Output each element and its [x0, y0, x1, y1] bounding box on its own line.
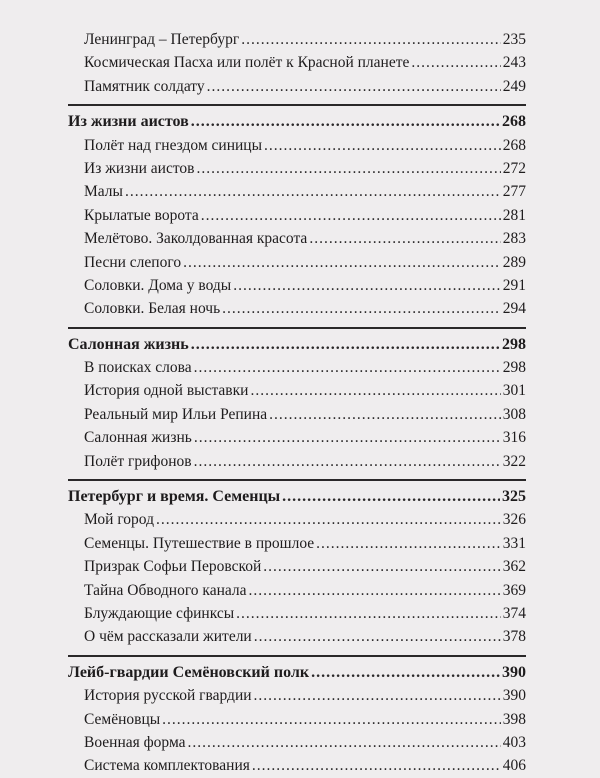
entry-page: 294 [502, 300, 526, 318]
entry-title: Ленинград – Петербург [84, 31, 240, 48]
toc-section [68, 110, 526, 321]
entry-title: Салонная жизнь [84, 429, 192, 447]
entry-title: Песни слепого [84, 253, 182, 271]
entry-page: 235 [502, 31, 526, 48]
entry-page: 378 [502, 628, 526, 646]
leader-dots [194, 426, 501, 449]
leader-dots [316, 532, 501, 555]
entry-title: Из жизни аистов [84, 159, 195, 177]
entry-page: 289 [502, 253, 526, 271]
entry-title: Мелётово. Заколдованная красота [84, 230, 308, 248]
entry-title: Система комплектования [84, 757, 250, 775]
entry-title: Военная форма [84, 733, 186, 751]
heading-page: 298 [502, 335, 526, 353]
toc-entry [68, 75, 526, 98]
toc-entry [68, 731, 526, 754]
entry-page: 326 [502, 511, 526, 529]
heading-title: Из жизни аистов [68, 113, 189, 131]
toc-section [68, 661, 526, 778]
toc-entry [68, 204, 526, 227]
entry-title: Памятник солдату [84, 77, 205, 95]
toc-entry [68, 403, 526, 426]
leader-dots [263, 555, 501, 578]
entry-title: Реальный мир Ильи Репина [84, 405, 268, 423]
entry-page: 281 [502, 206, 526, 224]
entry-page: 243 [502, 54, 526, 72]
leader-dots [156, 508, 501, 531]
toc-section [68, 485, 526, 649]
toc-entry [68, 708, 526, 731]
section-divider [68, 327, 526, 329]
entry-title: О чём рассказали жители [84, 628, 252, 646]
leader-dots [282, 485, 500, 508]
leader-dots [411, 51, 500, 74]
section-divider [68, 479, 526, 481]
toc-entry [68, 297, 526, 320]
entry-page: 283 [502, 230, 526, 248]
leader-dots [311, 661, 500, 684]
section-divider [68, 655, 526, 657]
section-heading [68, 661, 526, 684]
entry-title: Семёновцы [84, 710, 161, 728]
toc-entry [68, 602, 526, 625]
entry-page: 398 [502, 710, 526, 728]
entry-title: История русской гвардии [84, 687, 252, 705]
toc-entry [68, 180, 526, 203]
entry-page: 308 [502, 405, 526, 423]
toc-entry [68, 227, 526, 250]
entry-page: 362 [502, 558, 526, 576]
leader-dots [250, 379, 500, 402]
leader-dots [196, 157, 500, 180]
entry-page: 390 [502, 687, 526, 705]
leader-dots [194, 450, 501, 473]
leader-dots [201, 204, 501, 227]
entry-page: 249 [502, 77, 526, 95]
toc-entry [68, 450, 526, 473]
toc-entry [68, 426, 526, 449]
entry-page: 301 [502, 382, 526, 400]
leader-dots [207, 75, 501, 98]
section-divider [68, 104, 526, 106]
toc-entry [68, 508, 526, 531]
heading-page: 325 [502, 488, 526, 506]
heading-title: Салонная жизнь [68, 335, 189, 353]
toc-entry [68, 625, 526, 648]
entry-title: Призрак Софьи Перовской [84, 558, 262, 576]
entry-page: 268 [502, 136, 526, 154]
heading-page: 390 [502, 663, 526, 681]
section-heading [68, 333, 526, 356]
toc-entry [68, 379, 526, 402]
toc-entry [68, 51, 526, 74]
leader-dots [191, 333, 500, 356]
entry-title: Малы [84, 183, 123, 201]
entry-page: 331 [502, 534, 526, 552]
entry-page: 403 [502, 733, 526, 751]
heading-page: 268 [502, 113, 526, 131]
leader-dots [309, 227, 500, 250]
toc-entry [68, 684, 526, 707]
leader-dots [183, 251, 501, 274]
entry-page: 298 [502, 359, 526, 377]
entry-page: 316 [502, 429, 526, 447]
entry-title: Мой город [84, 511, 154, 529]
entry-title: В поисках слова [84, 359, 192, 377]
toc-entry [68, 555, 526, 578]
leader-dots [125, 180, 501, 203]
toc-section [68, 28, 526, 98]
toc-entry [68, 28, 526, 51]
entry-page: 406 [502, 757, 526, 775]
heading-title: Лейб-гвардии Семёновский полк [68, 663, 310, 681]
leader-dots [222, 297, 501, 320]
leader-dots [191, 110, 500, 133]
entry-title: Блуждающие сфинксы [84, 604, 235, 622]
leader-dots [241, 28, 501, 51]
entry-page: 272 [502, 159, 526, 177]
leader-dots [188, 731, 501, 754]
section-heading [68, 110, 526, 133]
entry-title: История одной выставки [84, 382, 249, 400]
entry-title: Полёт над гнездом синицы [84, 136, 263, 154]
leader-dots [264, 134, 501, 157]
entry-page: 369 [502, 581, 526, 599]
entry-title: Космическая Пасха или полёт к Красной планете [84, 54, 410, 72]
leader-dots [269, 403, 501, 426]
entry-title: Полёт грифонов [84, 452, 192, 470]
toc-entry [68, 274, 526, 297]
leader-dots [254, 625, 501, 648]
toc-entry [68, 251, 526, 274]
entry-title: Тайна Обводного канала [84, 581, 247, 599]
entry-page: 374 [502, 604, 526, 622]
toc-entry [68, 356, 526, 379]
entry-title: Семенцы. Путешествие в прошлое [84, 534, 315, 552]
entry-title: Соловки. Белая ночь [84, 300, 221, 318]
toc-entry [68, 134, 526, 157]
leader-dots [254, 684, 501, 707]
leader-dots [252, 754, 501, 777]
leader-dots [162, 708, 501, 731]
toc-entry [68, 532, 526, 555]
toc-entry [68, 157, 526, 180]
entry-page: 291 [502, 276, 526, 294]
entry-title: Соловки. Дома у воды [84, 276, 232, 294]
toc-section [68, 333, 526, 473]
entry-page: 277 [502, 183, 526, 201]
heading-title: Петербург и время. Семенцы [68, 488, 281, 506]
leader-dots [194, 356, 501, 379]
leader-dots [236, 602, 501, 625]
leader-dots [249, 579, 501, 602]
entry-page: 322 [502, 452, 526, 470]
section-heading [68, 485, 526, 508]
leader-dots [233, 274, 501, 297]
toc-entry [68, 754, 526, 777]
toc-entry [68, 579, 526, 602]
entry-title: Крылатые ворота [84, 206, 199, 224]
